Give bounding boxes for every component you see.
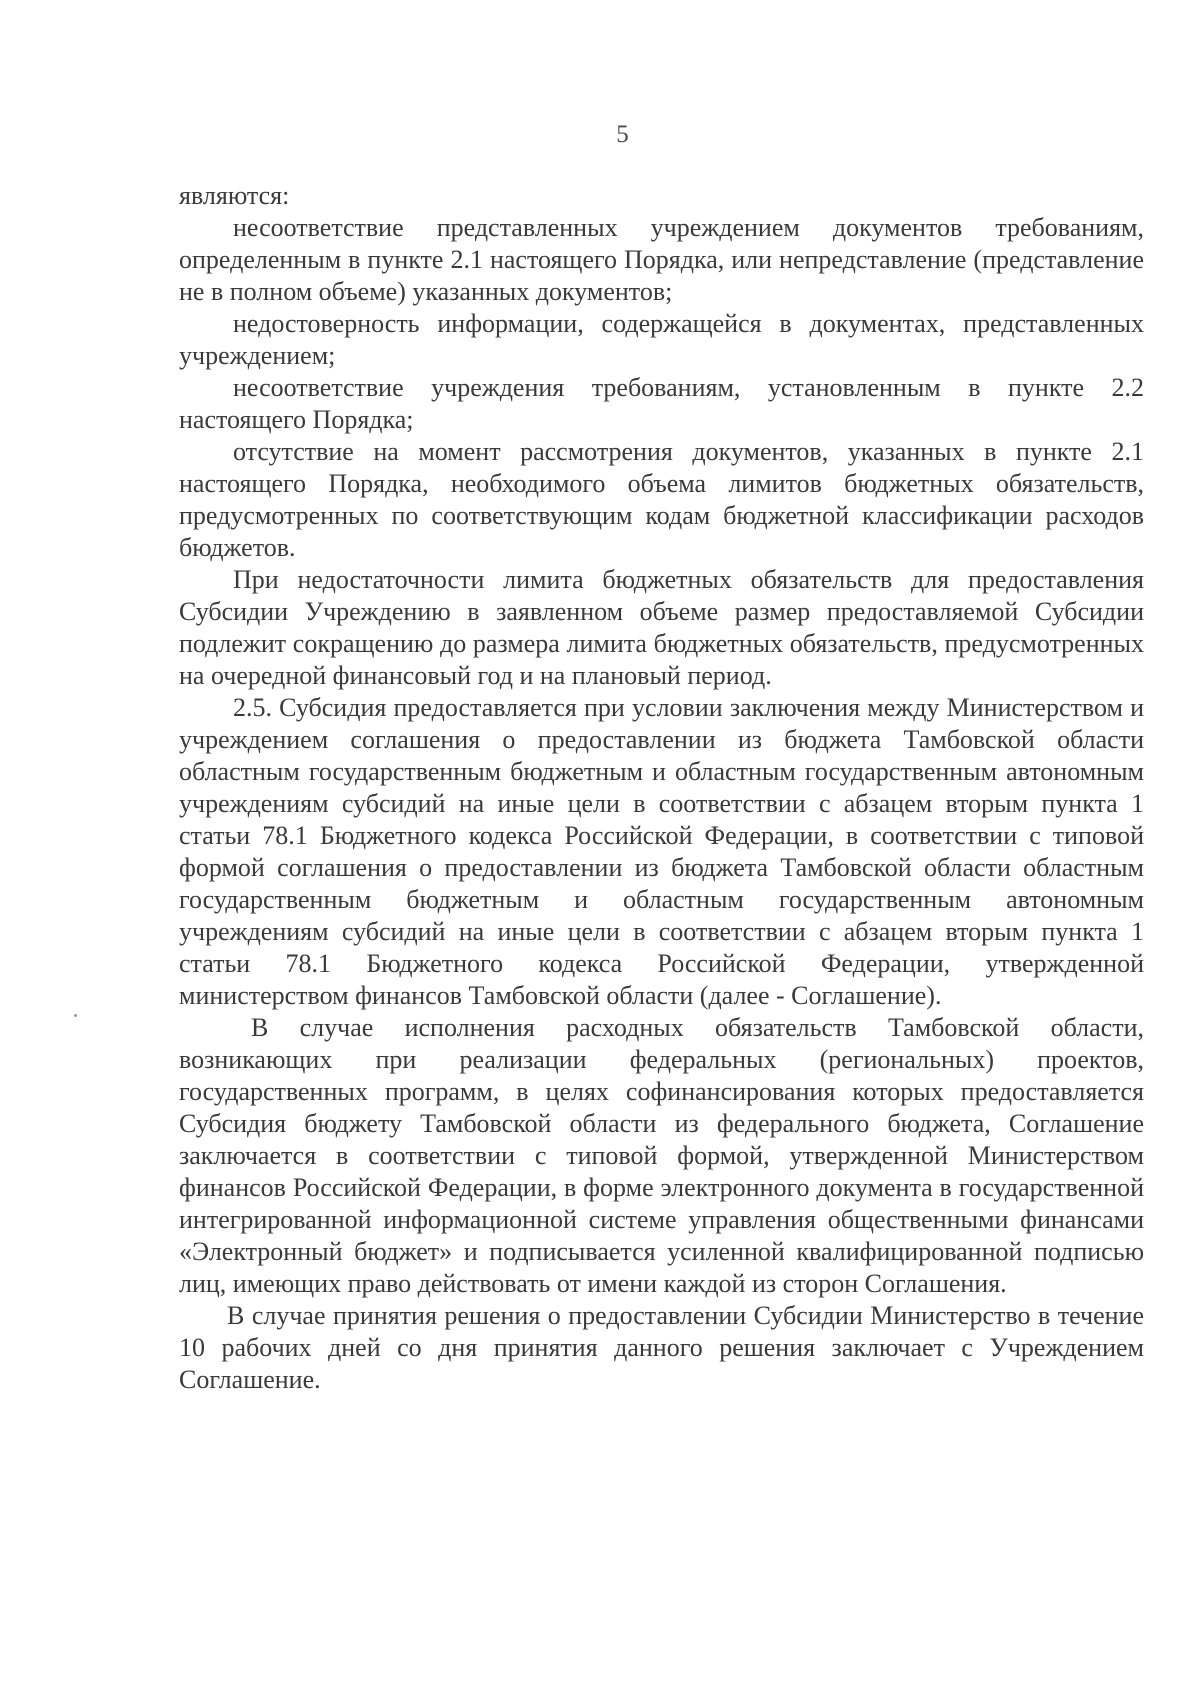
paragraph-federal-projects: В случае исполнения расходных обязательств Тамбовской области, возникающих при реализации федеральных (региональных) проектов, государственных программ, в целях софинансирования которых предоставляется Субсидия бюджету Тамбовской области из федерального бюджета, Соглашение заключается в соответствии с типовой формой, утвержденной Министерством финансов Российской Федерации, в форме электронного документа в государственной интегрированной информационной системе управления общественными финансами «Электронный бюджет» и подписывается усиленной квалифицированной подписью лиц, имеющих право действовать от имени каждой из сторон Соглашения. [179, 1013, 1144, 1298]
document-body [179, 180, 1144, 1396]
paragraph-insufficient-limit: При недостаточности лимита бюджетных обязательств для предоставления Субсидии Учреждению в заявленном объеме размер предоставляемой Субсидии подлежит сокращению до размера лимита бюджетных обязательств, предусмотренных на очередной финансовый год и на плановый период. [179, 565, 1144, 690]
paragraph-nonconformity-documents: несоответствие представленных учреждением документов требованиям, определенным в пункте 2.1 настоящего Порядка, или непредставление (представление не в полном объеме) указанных документов; [179, 213, 1144, 306]
paragraph-agreement-deadline: В случае принятия решения о предоставлении Субсидии Министерство в течение 10 рабочих дней со дня принятия данного решения заключает с Учреждением Соглашение. [179, 1301, 1144, 1394]
paragraph-unreliable-information: недостоверность информации, содержащейся в документах, представленных учреждением; [179, 309, 1144, 370]
paragraph-continuation: являются: [179, 181, 290, 210]
scan-speck [74, 1014, 77, 1017]
page-number: 5 [616, 121, 629, 148]
paragraph-section-2-5: 2.5. Субсидия предоставляется при условии заключения между Министерством и учреждением соглашения о предоставлении из бюджета Тамбовской области областным государственным бюджетным и областным государственным автономным учреждениям субсидий на иные цели в соответствии с абзацем вторым пункта 1 статьи 78.1 Бюджетного кодекса Российской Федерации, в соответствии с типовой формой соглашения о предоставлении из бюджета Тамбовской области областным государственным бюджетным и областным государственным автономным учреждениям субсидий на иные цели в соответствии с абзацем вторым пункта 1 статьи 78.1 Бюджетного кодекса Российской Федерации, утвержденной министерством финансов Тамбовской области (далее - Соглашение). [179, 693, 1144, 1010]
paragraph-nonconformity-institution: несоответствие учреждения требованиям, установленным в пункте 2.2 настоящего Порядка; [179, 373, 1144, 434]
paragraph-absence-of-limits: отсутствие на момент рассмотрения документов, указанных в пункте 2.1 настоящего Порядка, необходимого объема лимитов бюджетных обязательств, предусмотренных по соответствующим кодам бюджетной классификации расходов бюджетов. [179, 437, 1144, 562]
